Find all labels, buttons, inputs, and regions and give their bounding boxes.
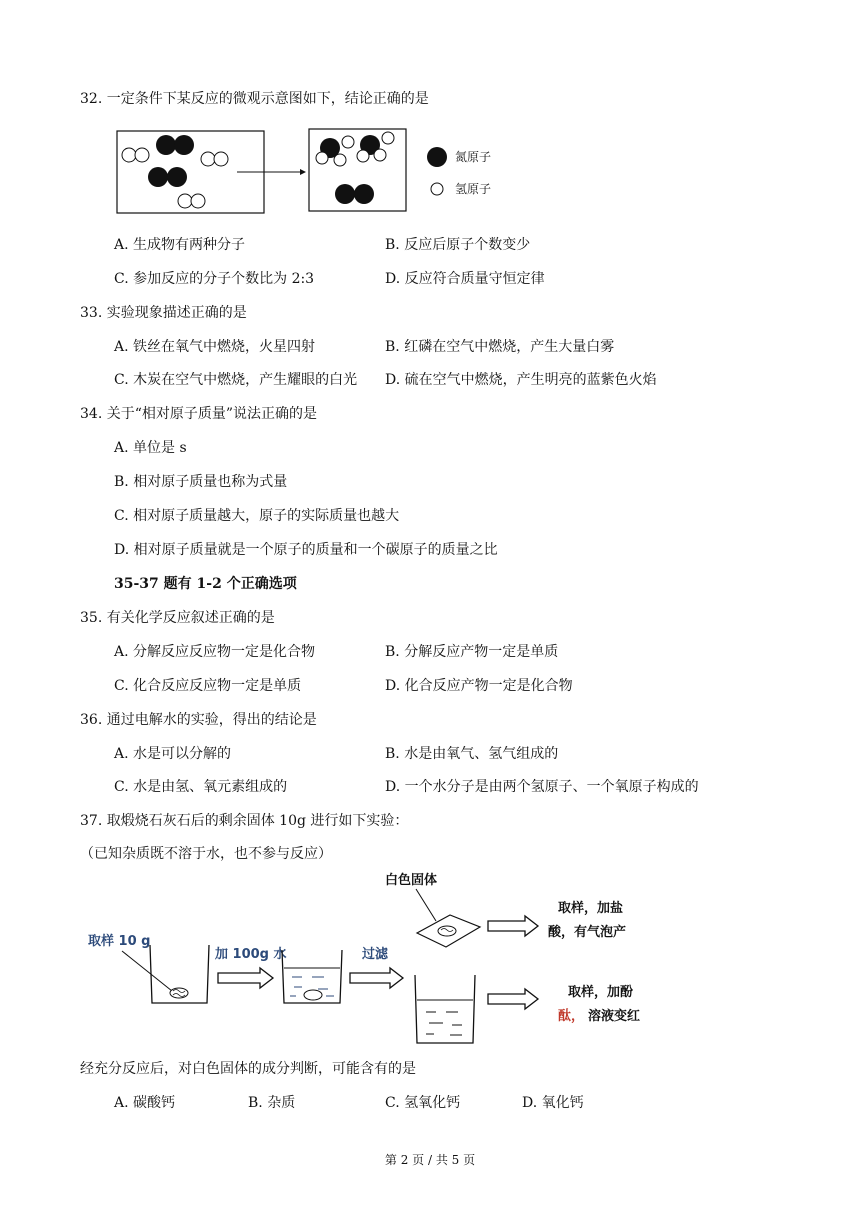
q33-option-b: B. 红磷在空气中燃烧，产生大量白雾 — [385, 339, 615, 355]
n-atom — [156, 135, 176, 155]
h-atom — [122, 148, 136, 162]
section-note: 35-37 题有 1-2 个正确选项 — [114, 576, 297, 592]
page-footer: 第 2 页 / 共 5 页 — [384, 1153, 476, 1167]
q36-stem: 36. 通过电解水的实验，得出的结论是 — [80, 712, 317, 728]
q37-note: （已知杂质既不溶于水，也不参与反应） — [80, 846, 332, 862]
n-atom — [354, 184, 374, 204]
q32-stem: 32. 一定条件下某反应的微观示意图如下，结论正确的是 — [80, 91, 429, 107]
result-2-line-2b: 溶液变红 — [588, 1009, 641, 1024]
q34-option-a: A. 单位是 s — [114, 440, 187, 456]
n-atom — [335, 184, 355, 204]
legend-n-label: 氮原子 — [455, 150, 492, 164]
result-1-line-2: 酸，有气泡产 — [548, 925, 627, 940]
q37-option-a: A. 碳酸钙 — [114, 1095, 176, 1111]
sample-label: 取样 10 g — [88, 934, 151, 949]
q34-option-d: D. 相对原子质量就是一个原子的质量和一个碳原子的质量之比 — [114, 542, 498, 558]
q37-question: 经充分反应后，对白色固体的成分判断，可能含有的是 — [80, 1061, 416, 1077]
legend-h-label: 氢原子 — [455, 182, 492, 196]
result-2-line-2a: 酞， — [558, 1009, 585, 1024]
q36-option-b: B. 水是由氧气、氢气组成的 — [385, 746, 559, 762]
result-2-line-1: 取样，加酚 — [568, 985, 634, 1000]
h-atom — [214, 152, 228, 166]
q32-option-d: D. 反应符合质量守恒定律 — [385, 271, 545, 287]
q34-option-b: B. 相对原子质量也称为式量 — [114, 474, 288, 490]
h-atom — [191, 194, 205, 208]
q37-option-b: B. 杂质 — [248, 1095, 296, 1111]
q35-option-d: D. 化合反应产物一定是化合物 — [385, 678, 573, 694]
h-atom — [178, 194, 192, 208]
filter-label: 过滤 — [362, 947, 389, 962]
q37-option-d: D. 氧化钙 — [522, 1095, 584, 1111]
n-atom — [167, 167, 187, 187]
q34-stem: 34. 关于“相对原子质量”说法正确的是 — [80, 406, 318, 422]
q37-stem: 37. 取煅烧石灰石后的剩余固体 10g 进行如下实验： — [80, 813, 409, 829]
q36-option-d: D. 一个水分子是由两个氢原子、一个氧原子构成的 — [385, 779, 699, 795]
n-atom — [148, 167, 168, 187]
h-atom — [201, 152, 215, 166]
solid-in-water — [304, 990, 322, 1000]
q35-option-a: A. 分解反应反应物一定是化合物 — [114, 644, 316, 660]
result-1-line-1: 取样，加盐 — [558, 901, 624, 916]
legend-h-icon — [431, 183, 443, 195]
beaker-3 — [415, 975, 475, 1043]
legend-n-icon — [427, 147, 447, 167]
q32-reaction-diagram — [110, 125, 510, 220]
q32-option-c: C. 参加反应的分子个数比为 2:3 — [114, 271, 315, 287]
q37-option-c: C. 氢氧化钙 — [385, 1095, 461, 1111]
q32-option-b: B. 反应后原子个数变少 — [385, 237, 531, 253]
q32-option-a: A. 生成物有两种分子 — [114, 237, 246, 253]
h-atom — [374, 149, 386, 161]
q35-option-c: C. 化合反应反应物一定是单质 — [114, 678, 302, 694]
white-solid — [438, 926, 456, 936]
q33-option-d: D. 硫在空气中燃烧，产生明亮的蓝紫色火焰 — [385, 372, 657, 388]
arrow-filter — [350, 968, 403, 988]
white-solid-label: 白色固体 — [385, 873, 438, 888]
q36-option-a: A. 水是可以分解的 — [114, 746, 232, 762]
arrow-result-2 — [488, 989, 538, 1009]
q37-experiment-diagram — [80, 865, 680, 1050]
q35-option-b: B. 分解反应产物一定是单质 — [385, 644, 559, 660]
h-atom — [357, 150, 369, 162]
q33-stem: 33. 实验现象描述正确的是 — [80, 305, 247, 321]
h-atom — [316, 152, 328, 164]
h-atom — [342, 136, 354, 148]
solid-sample — [170, 988, 188, 998]
h-atom — [382, 132, 394, 144]
sample-pointer — [122, 951, 172, 991]
h-atom — [135, 148, 149, 162]
h-atom — [334, 154, 346, 166]
n-atom — [174, 135, 194, 155]
arrow-add-water — [218, 968, 273, 988]
arrow-result-1 — [488, 916, 538, 936]
q36-option-c: C. 水是由氢、氧元素组成的 — [114, 779, 288, 795]
q34-option-c: C. 相对原子质量越大，原子的实际质量也越大 — [114, 508, 400, 524]
add-water-label: 加 100g 水 — [215, 947, 287, 962]
q33-option-c: C. 木炭在空气中燃烧，产生耀眼的白光 — [114, 372, 358, 388]
q35-stem: 35. 有关化学反应叙述正确的是 — [80, 610, 275, 626]
q33-option-a: A. 铁丝在氧气中燃烧，火星四射 — [114, 339, 316, 355]
